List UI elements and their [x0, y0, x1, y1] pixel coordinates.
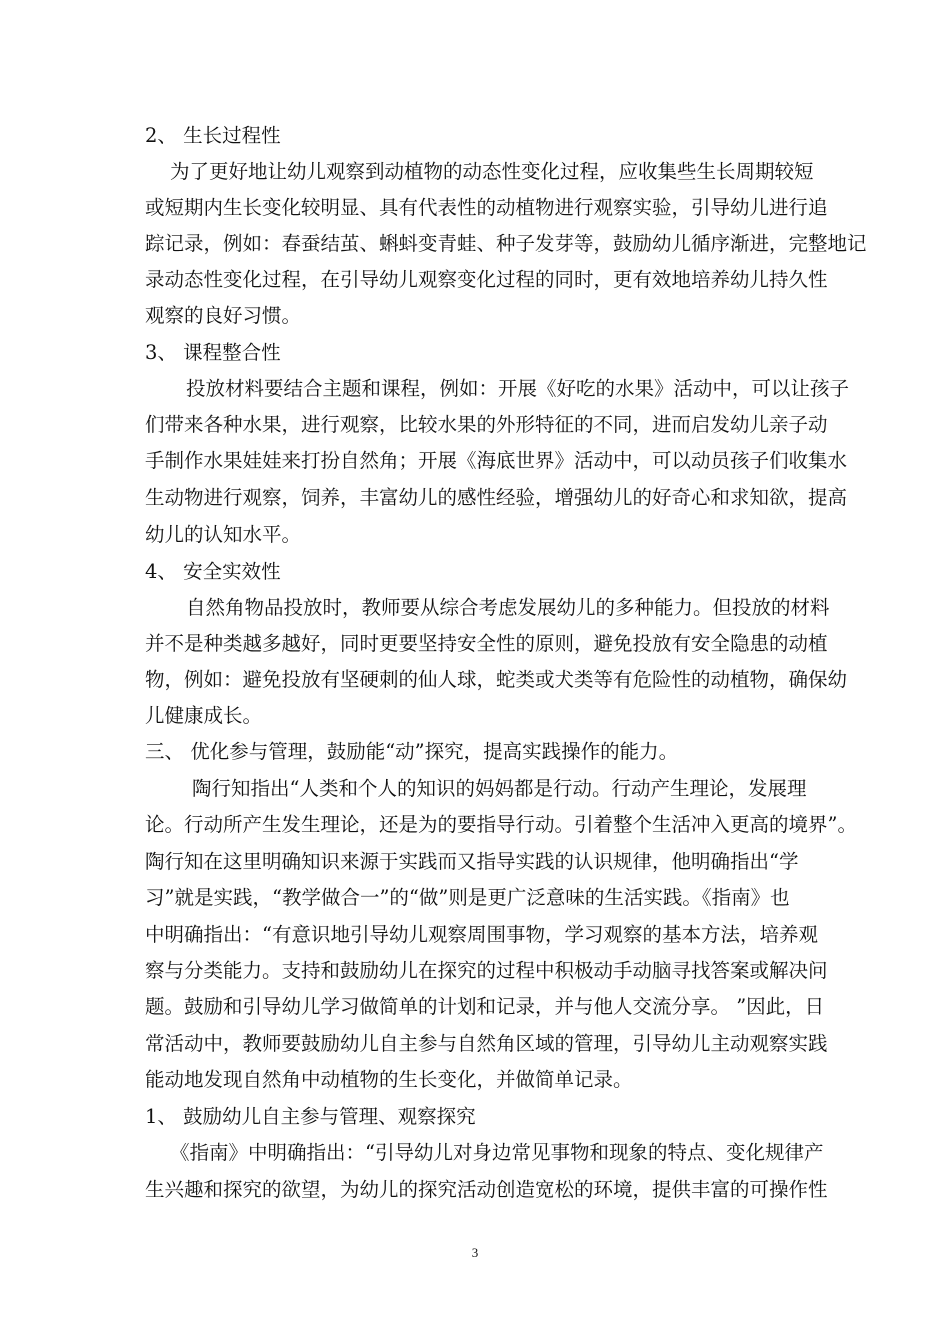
- section-heading-curriculum: 3、 课程整合性: [145, 341, 281, 364]
- paragraph-line: 物，例如：避免投放有坚硬刺的仙人球，蛇类或犬类等有危险性的动植物，确保幼: [145, 668, 848, 691]
- chapter-heading-three: 三、 优化参与管理，鼓励能“动”探究，提高实践操作的能力。: [145, 740, 679, 763]
- paragraph-line: 题。鼓励和引导幼儿学习做简单的计划和记录，并与他人交流分享。 ”因此，日: [145, 995, 825, 1018]
- section-heading-growth-process: 2、 生长过程性: [145, 124, 281, 147]
- paragraph-line: 能动地发现自然角中动植物的生长变化，并做简单记录。: [145, 1068, 633, 1091]
- section-heading-safety: 4、 安全实效性: [145, 560, 281, 583]
- paragraph-line: 观察的良好习惯。: [145, 304, 302, 327]
- page-number: 3: [471, 1245, 479, 1260]
- paragraph-line: 们带来各种水果，进行观察，比较水果的外形特征的不同，进而启发幼儿亲子动: [145, 413, 828, 436]
- paragraph-line: 并不是种类越多越好，同时更要坚持安全性的原则，避免投放有安全隐患的动植: [145, 632, 828, 655]
- paragraph-line: 生兴趣和探究的欲望，为幼儿的探究活动创造宽松的环境，提供丰富的可操作性: [145, 1178, 828, 1201]
- paragraph-line: 儿健康成长。: [145, 704, 263, 727]
- paragraph-line: 手制作水果娃娃来打扮自然角；开展《海底世界》活动中，可以动员孩子们收集水: [145, 449, 848, 472]
- paragraph-line: 为了更好地让幼儿观察到动植物的动态性变化过程，应收集些生长周期较短: [170, 160, 814, 183]
- paragraph-line: 察与分类能力。支持和鼓励幼儿在探究的过程中积极动手动脑寻找答案或解决问: [145, 959, 828, 982]
- paragraph-line: 陶行知在这里明确知识来源于实践而又指导实践的认识规律，他明确指出“学: [145, 850, 799, 873]
- paragraph-line: 录动态性变化过程，在引导幼儿观察变化过程的同时，更有效地培养幼儿持久性: [145, 268, 828, 291]
- paragraph-line: 《指南》中明确指出：“引导幼儿对身边常见事物和现象的特点、变化规律产: [170, 1141, 824, 1164]
- paragraph-line: 陶行知指出“人类和个人的知识的妈妈都是行动。行动产生理论，发展理: [192, 777, 807, 800]
- paragraph-line: 踪记录，例如：春蚕结茧、蝌蚪变青蛙、种子发芽等，鼓励幼儿循序渐进，完整地记: [145, 232, 867, 255]
- paragraph-line: 常活动中，教师要鼓励幼儿自主参与自然角区域的管理，引导幼儿主动观察实践: [145, 1032, 828, 1055]
- paragraph-line: 习”就是实践，“教学做合一”的“做”则是更广泛意味的生活实践。《指南》也: [145, 886, 790, 909]
- paragraph-line: 幼儿的认知水平。: [145, 523, 302, 546]
- section-heading-encourage: 1、 鼓励幼儿自主参与管理、观察探究: [145, 1105, 476, 1128]
- paragraph-line: 中明确指出：“有意识地引导幼儿观察周围事物，学习观察的基本方法，培养观: [145, 923, 818, 946]
- paragraph-line: 或短期内生长变化较明显、具有代表性的动植物进行观察实验，引导幼儿进行追: [145, 196, 828, 219]
- paragraph-line: 自然角物品投放时，教师要从综合考虑发展幼儿的多种能力。但投放的材料: [186, 596, 830, 619]
- paragraph-line: 生动物进行观察，饲养，丰富幼儿的感性经验，增强幼儿的好奇心和求知欲，提高: [145, 486, 848, 509]
- paragraph-line: 投放材料要结合主题和课程，例如：开展《好吃的水果》活动中，可以让孩子: [186, 377, 850, 400]
- paragraph-line: 论。行动所产生发生理论，还是为的要指导行动。引着整个生活冲入更高的境界”。: [145, 813, 857, 836]
